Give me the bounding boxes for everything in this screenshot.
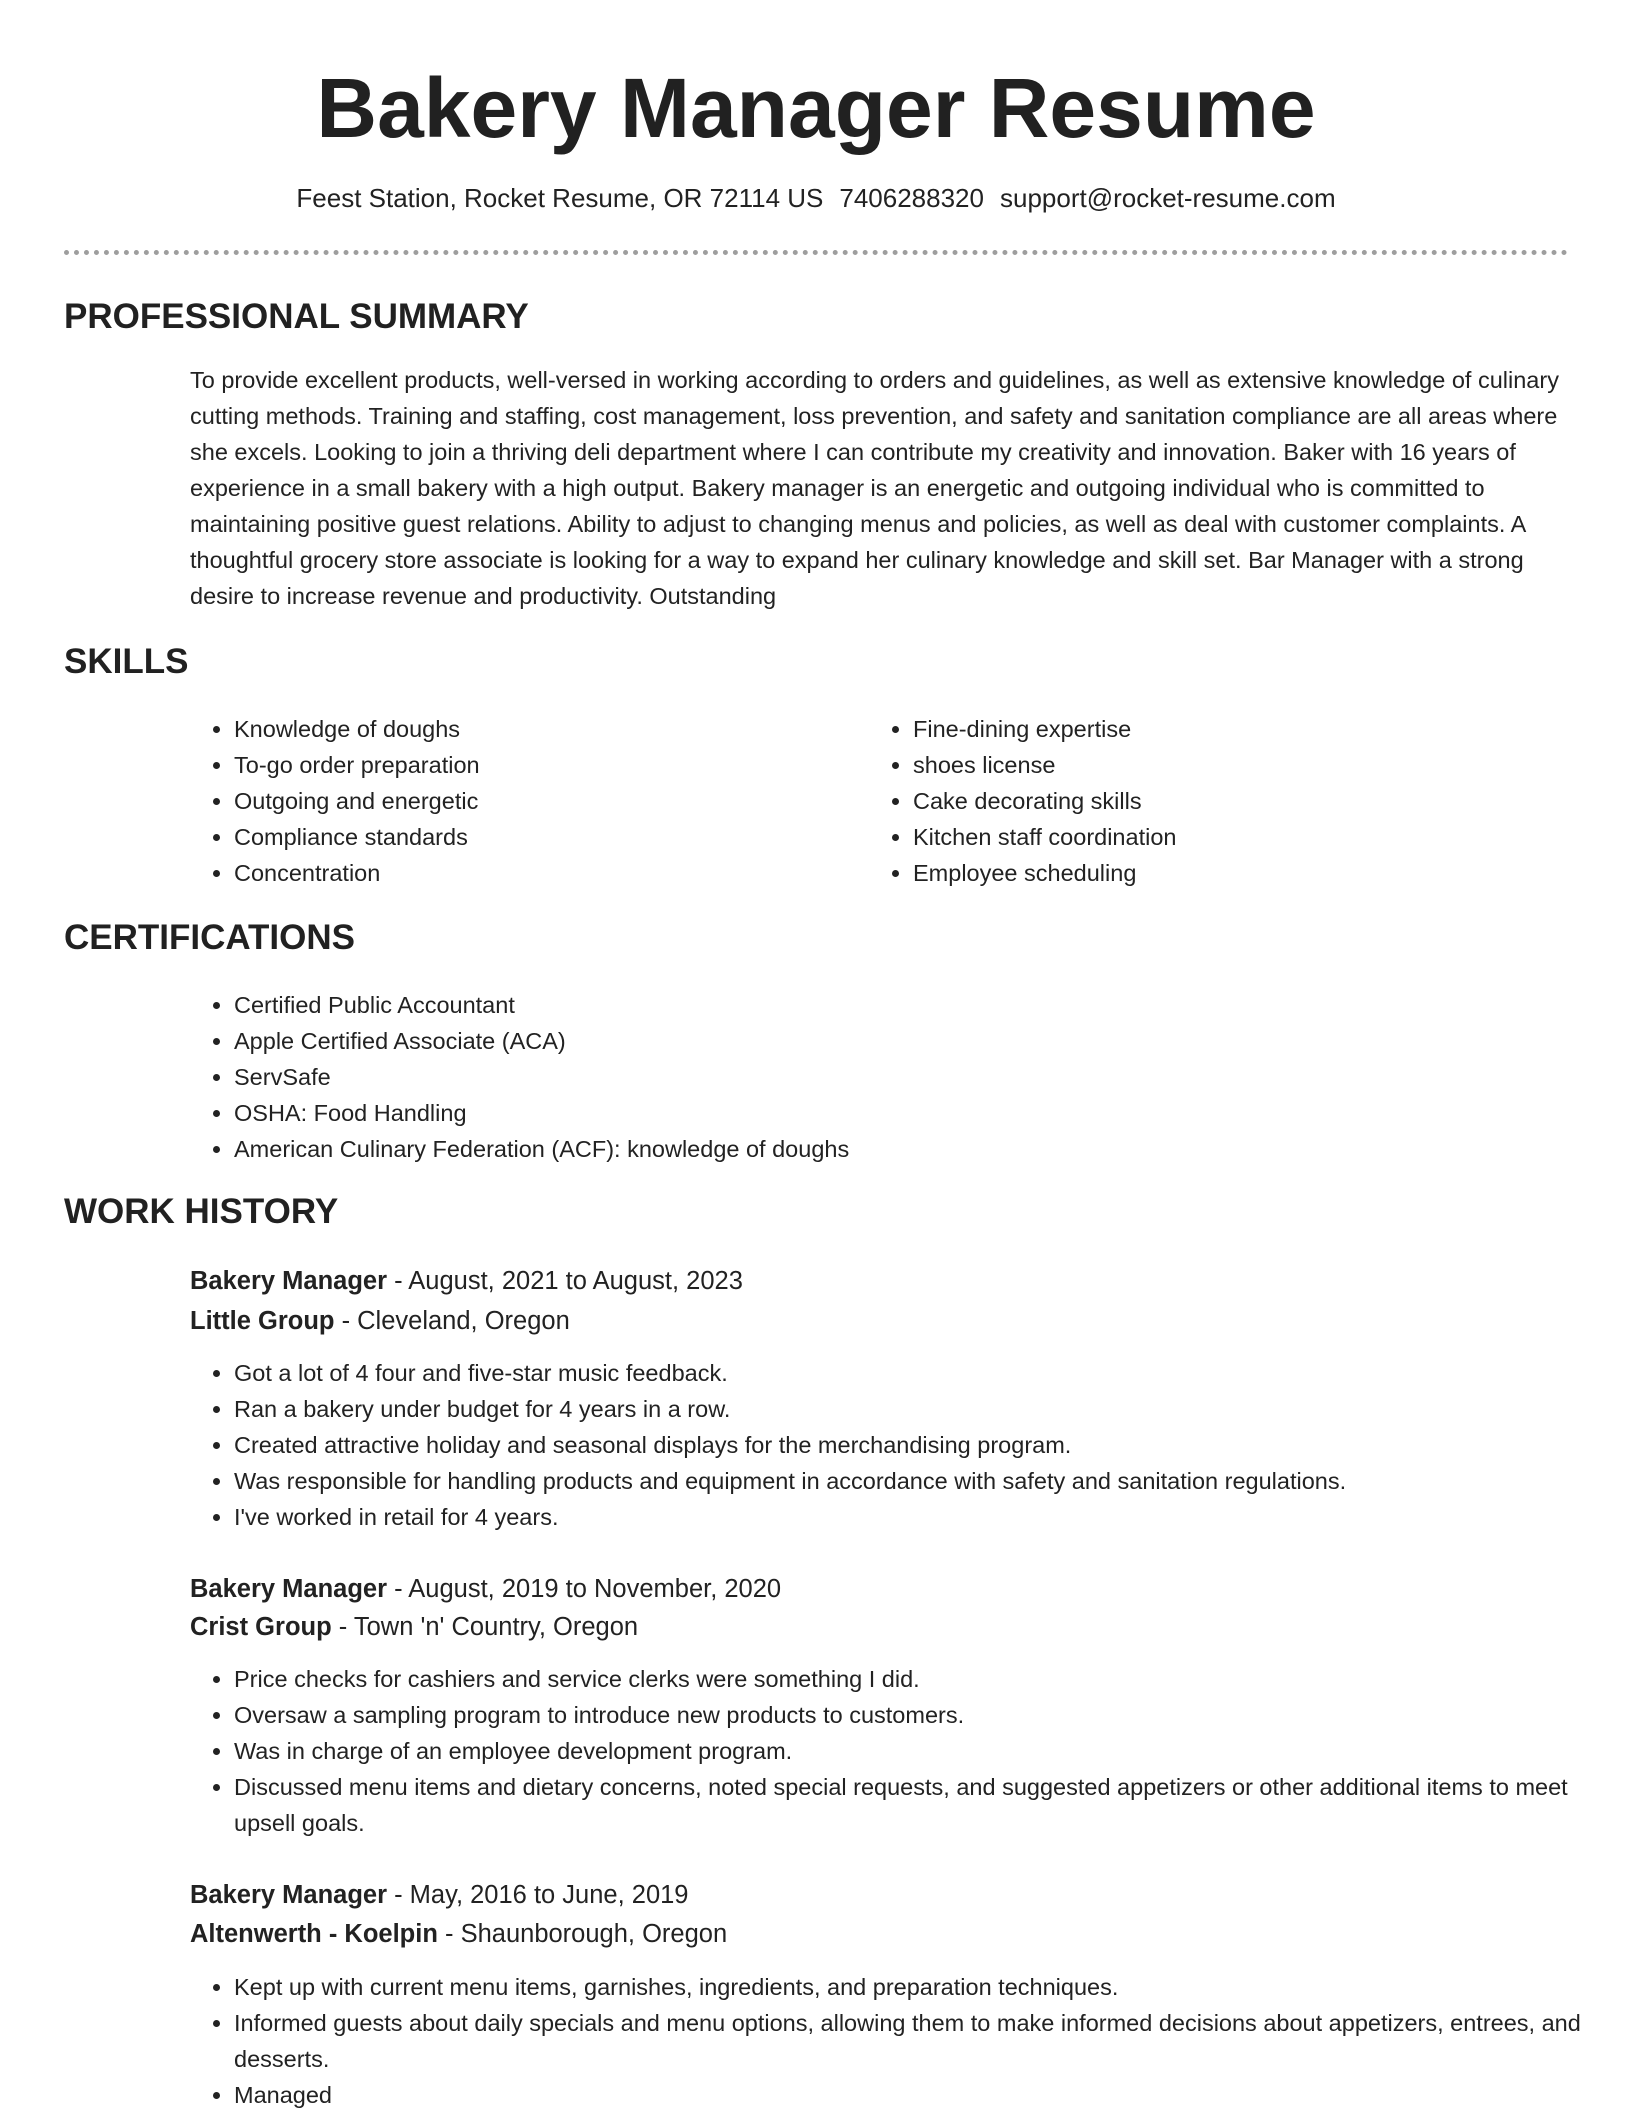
certification-item: • American Culinary Federation (ACF): knowledge of doughs <box>234 1131 1534 1167</box>
job-bullet: • Ran a bakery under budget for 4 years in a row. <box>234 1391 1614 1427</box>
skills-heading: SKILLS <box>64 642 189 681</box>
job-title: Bakery Manager <box>190 1267 388 1295</box>
job-title: Bakery Manager <box>190 1881 388 1909</box>
job-company: Little Group <box>190 1307 335 1335</box>
summary-text: To provide excellent products, well-versed in working according to orders and guidelines, as well as extensive knowledge of culinary cutting methods. Training and staffing, cost management, loss prevention, and safety and sanitation compliance are all areas where she excels. Looking to join a thriving deli department where I can contribute my creativity and innovation. Baker with 16 years of experience in a small bakery with a high output. Bakery manager is an energetic and outgoing individual who is committed to maintaining positive guest relations. Ability to adjust to changing menus and policies, as well as deal with customer complaints. A thoughtful grocery store associate is looking for a way to expand her culinary knowledge and skill set. Bar Manager with a strong desire to increase revenue and productivity. Outstanding <box>190 367 1559 609</box>
job-bullets <box>190 1969 1614 2113</box>
summary-heading: PROFESSIONAL SUMMARY <box>64 297 529 336</box>
skill-item: • Kitchen staff coordination <box>913 819 1533 855</box>
job-bullet: • Was responsible for handling products and equipment in accordance with safety and sanitation regulations. <box>234 1463 1614 1499</box>
skills-list-right <box>869 711 1533 891</box>
job-title-line <box>190 1876 688 1914</box>
work-history-heading: WORK HISTORY <box>64 1192 339 1231</box>
job-bullet: • Price checks for cashiers and service clerks were something I did. <box>234 1661 1614 1697</box>
job-title: Bakery Manager <box>190 1575 388 1603</box>
job-title-line <box>190 1262 743 1300</box>
job-bullet: • I've worked in retail for 4 years. <box>234 1499 1614 1535</box>
certification-item: • Certified Public Accountant <box>234 987 1534 1023</box>
job-bullet: • Informed guests about daily specials and menu options, allowing them to make informed decisions about appetizers, entrees, and desserts. <box>234 2005 1614 2077</box>
certification-item: • ServSafe <box>234 1059 1534 1095</box>
job-company-line <box>190 1608 638 1646</box>
job-dates: - May, 2016 to June, 2019 <box>387 1881 689 1909</box>
job-location: - Cleveland, Oregon <box>334 1307 570 1335</box>
job-dates: - August, 2019 to November, 2020 <box>387 1575 782 1603</box>
skills-list-left <box>190 711 854 891</box>
job-bullet: • Kept up with current menu items, garnishes, ingredients, and preparation techniques. <box>234 1969 1614 2005</box>
job-bullet: • Created attractive holiday and seasonal displays for the merchandising program. <box>234 1427 1614 1463</box>
skill-item: • Fine-dining expertise <box>913 711 1533 747</box>
skill-item: • Cake decorating skills <box>913 783 1533 819</box>
skill-item: • Outgoing and energetic <box>234 783 854 819</box>
contact-address: Feest Station, Rocket Resume, OR 72114 US <box>296 183 824 213</box>
skill-item: • shoes license <box>913 747 1533 783</box>
skill-item: • Employee scheduling <box>913 855 1533 891</box>
skill-item: • Compliance standards <box>234 819 854 855</box>
header-divider <box>64 250 1568 255</box>
contact-line <box>0 180 1632 216</box>
job-bullets <box>190 1661 1614 1841</box>
job-location: - Shaunborough, Oregon <box>437 1920 728 1948</box>
job-bullets <box>190 1355 1614 1535</box>
certifications-heading: CERTIFICATIONS <box>64 918 356 957</box>
skill-item: • Concentration <box>234 855 854 891</box>
certification-item: • OSHA: Food Handling <box>234 1095 1534 1131</box>
skill-item: • Knowledge of doughs <box>234 711 854 747</box>
job-bullet: • Discussed menu items and dietary concerns, noted special requests, and suggested appetizers or other additional items to meet upsell goals. <box>234 1769 1614 1841</box>
contact-email: support@rocket-resume.com <box>999 183 1336 213</box>
job-dates: - August, 2021 to August, 2023 <box>387 1267 743 1295</box>
job-bullet: • Was in charge of an employee development program. <box>234 1733 1614 1769</box>
job-location: - Town 'n' Country, Oregon <box>331 1613 639 1641</box>
skill-item: • To-go order preparation <box>234 747 854 783</box>
certification-item: • Apple Certified Associate (ACA) <box>234 1023 1534 1059</box>
job-company: Altenwerth - Koelpin <box>190 1920 438 1948</box>
job-bullet: • Managed <box>234 2077 1614 2113</box>
job-bullet: • Oversaw a sampling program to introduce new products to customers. <box>234 1697 1614 1733</box>
job-company-line <box>190 1915 727 1953</box>
job-company: Crist Group <box>190 1613 332 1641</box>
job-title-line <box>190 1570 781 1608</box>
job-bullet: • Got a lot of 4 four and five-star music feedback. <box>234 1355 1614 1391</box>
job-company-line <box>190 1302 570 1340</box>
resume-title: Bakery Manager Resume <box>316 61 1316 155</box>
certifications-list <box>190 987 1534 1167</box>
contact-phone: 7406288320 <box>839 183 984 213</box>
